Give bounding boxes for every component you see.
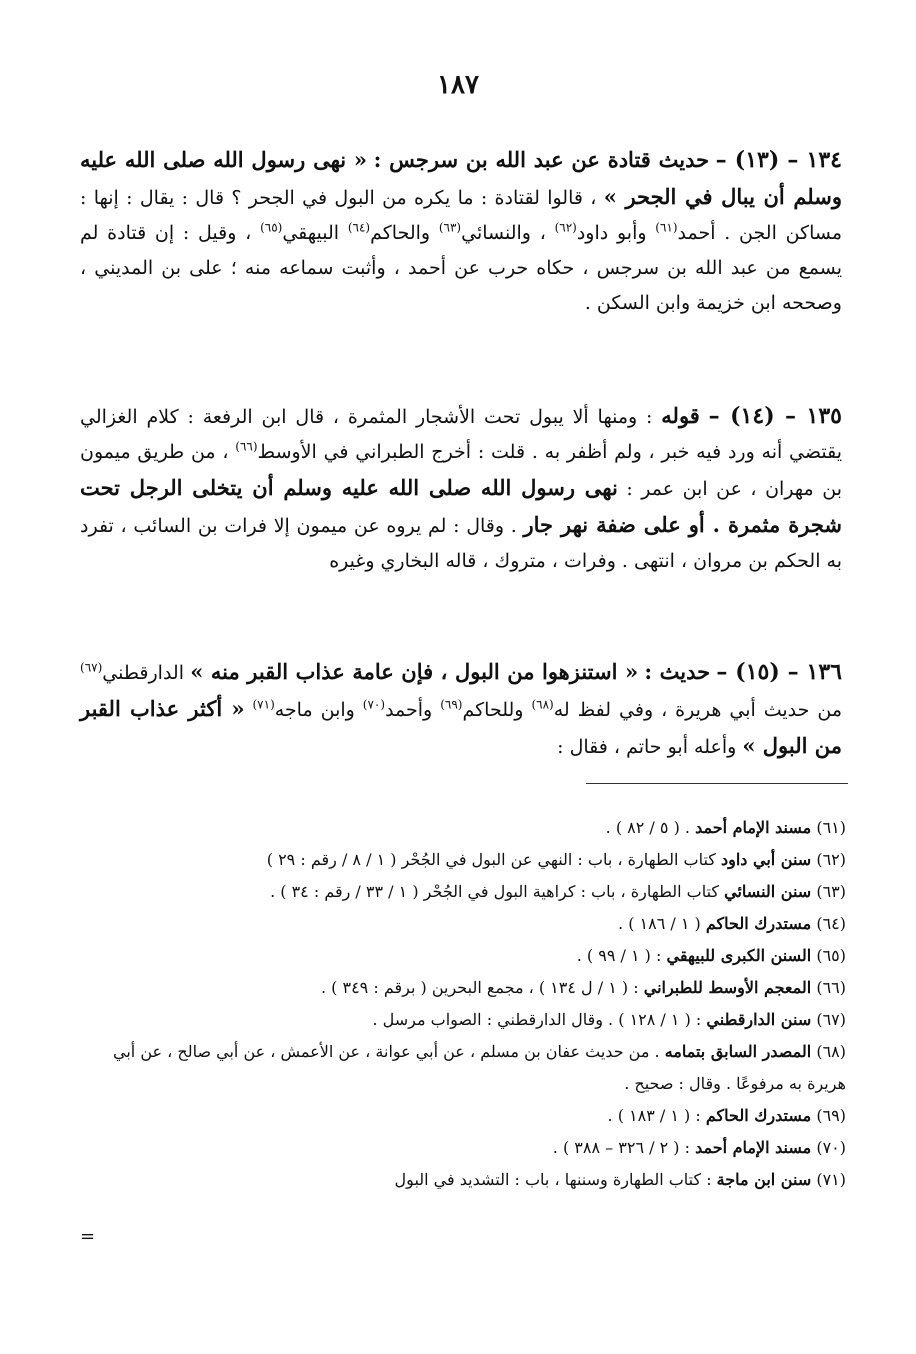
entry-lead: حديث : (644, 659, 711, 684)
footnote-text: : ( ١ / ٩٩ ) . (576, 946, 662, 965)
footnote-ref: (٦١) (655, 220, 678, 235)
page-number: ١٨٧ (437, 70, 479, 100)
commentary-text: والحاكم (370, 222, 431, 244)
footnote (80, 1100, 846, 1132)
hadith-text: « أكثر عذاب القبر من البول » (80, 696, 842, 758)
footnote (80, 972, 846, 1004)
footnote-ref: (٦٣) (438, 220, 462, 235)
hadith-text: « استنزهوا من البول ، فإن عامة عذاب القبر منه » (190, 659, 639, 684)
footnote-source: سنن الدارقطني (706, 1010, 812, 1029)
commentary-text: ، من طريق ميمون بن مهران ، عن ابن عمر : (80, 441, 842, 500)
commentary-text: وابن ماجه (274, 699, 355, 721)
footnote-number: (٦٤) (816, 914, 846, 933)
footnote-ref: (٦٤) (347, 220, 371, 235)
footnote-source: مستدرك الحاكم (705, 914, 812, 933)
footnote-source: سنن ابن ماجة (716, 1170, 812, 1189)
commentary-text: ، والنسائي (461, 222, 546, 244)
footnote (80, 1132, 846, 1164)
footnote-text: ( ١ / ١٨٦ ) . (618, 914, 701, 933)
footnote-separator (586, 783, 848, 784)
footnote-text: : ( ٢ / ٣٢٦ – ٣٨٨ ) . (552, 1138, 690, 1157)
footnote-source: السنن الكبرى للبيهقي (666, 946, 812, 965)
footnote-ref: (٦٩) (440, 697, 463, 712)
footnote-number: (٧١) (816, 1170, 846, 1189)
footnote-number: (٦١) (816, 818, 846, 837)
footnote (80, 876, 846, 908)
entry-number: ١٣٤ – (١٣) – (715, 147, 842, 173)
entry-lead: حديث قتادة عن عبد الله بن سرجس : (373, 147, 710, 172)
footnote (80, 908, 846, 940)
entry-number: ١٣٦ – (١٥) – (716, 659, 842, 685)
footnote-source: المعجم الأوسط للطبراني (643, 978, 812, 997)
footnote-ref: (٦٥) (260, 220, 283, 235)
footnote-source: سنن أبي داود (721, 850, 812, 869)
commentary-text: ، وقيل : إن قتادة لم يسمع من عبد الله بن سرجس ، حكاه حرب عن أحمد ، وأثبت سماعه منه ؛ على بن المديني ، وصححه ابن خزيمة وابن السكن . (80, 222, 842, 314)
footnote-ref: (٦٦) (235, 439, 258, 454)
entry-number: ١٣٥ – (١٤) – (708, 403, 842, 429)
footnote-text: : ( ١ / ١٢٨ ) . وقال الدارقطني : الصواب مرسل . (372, 1010, 702, 1029)
footnote-text: : كتاب الطهارة وسننها ، باب : التشديد في البول (394, 1170, 712, 1189)
footnote-number: (٦٣) (816, 882, 846, 901)
footnote-number: (٦٢) (816, 850, 846, 869)
entry-lead: قوله (661, 403, 700, 428)
footnote-source: مسند الإمام أحمد (695, 818, 812, 837)
footnote (80, 1004, 846, 1036)
footnote-text: كتاب الطهارة ، باب : كراهية البول في الجُحْر ( ١ / ٣٣ / رقم : ٣٤ ) . (270, 882, 720, 901)
hadith-entry-134 (80, 142, 842, 321)
hadith-text: « نهى رسول الله صلى الله عليه وسلم أن يبال في الجحر » (80, 147, 842, 209)
footnote (80, 1036, 846, 1100)
commentary-text: : ومنها ألا يبول تحت الأشجار المثمرة ، قال ابن الرفعة : كلام الغزالي يقتضي أنه ورد فيه خبر ، ولم أظفر به . قلت : أخرج الطبراني في الأوسط (80, 406, 842, 463)
footnote-text: . من حديث عفان بن مسلم ، عن أبي عوانة ، عن الأعمش ، عن أبي صالح ، عن أبي هريرة به مرفوعًا . وقال : صحيح . (113, 1042, 846, 1093)
hadith-entry-135 (80, 398, 842, 579)
footnote-source: سنن النسائي (724, 882, 812, 901)
footnote (80, 844, 846, 876)
footnote-text: : ( ١ / ل ١٣٤ ) ، مجمع البحرين ( برقم : ٣٤٩ ) . (320, 978, 639, 997)
footnote-number: (٦٥) (816, 946, 846, 965)
footnote-ref: (٦٢) (554, 220, 577, 235)
footnote (80, 1164, 846, 1196)
footnote (80, 940, 846, 972)
footnote-number: (٦٩) (816, 1106, 846, 1125)
footnote-ref: (٦٨) (531, 697, 554, 712)
footnote (80, 812, 846, 844)
commentary-text: وأبو داود (576, 222, 647, 244)
footnote-source: مستدرك الحاكم (705, 1106, 812, 1125)
footnote-text: كتاب الطهارة ، باب : النهي عن البول في الجُحْر ( ١ / ٨ / رقم : ٢٩ ) (266, 850, 716, 869)
commentary-text: . وقال : لم يروه عن ميمون إلا فرات بن السائب ، تفرد به الحكم بن مروان ، انتهى . وفرات ، متروك ، قاله البخاري وغيره (80, 515, 842, 572)
continuation-mark: = (80, 1226, 96, 1247)
footnote-text: . ( ٥ / ٨٢ ) . (605, 818, 690, 837)
commentary-text: من حديث أبي هريرة ، وفي لفظ له (553, 699, 842, 721)
footnote-number: (٧٠) (816, 1138, 846, 1157)
commentary-text: وأحمد (385, 699, 433, 721)
footnote-number: (٦٧) (816, 1010, 846, 1029)
footnote-source: المصدر السابق بتمامه (664, 1042, 812, 1061)
hadith-text: نهى رسول الله صلى الله عليه وسلم أن يتخلى الرجل تحت شجرة مثمرة . أو على ضفة نهر جار (80, 475, 842, 537)
footnote-ref: (٧١) (252, 697, 275, 712)
commentary-text: ، قالوا لقتادة : ما يكره من البول في الجحر ؟ قال : يقال : إنها : مساكن الجن . أحمد (80, 187, 843, 244)
footnote-number: (٦٦) (816, 978, 846, 997)
footnotes-section (80, 812, 846, 1196)
footnote-ref: (٦٧) (80, 660, 103, 675)
footnote-number: (٦٨) (816, 1042, 846, 1061)
commentary-text: الدارقطني (102, 662, 184, 684)
commentary-text: وللحاكم (462, 699, 524, 721)
footnote-source: مسند الإمام أحمد (695, 1138, 812, 1157)
footnote-ref: (٧٠) (362, 697, 386, 712)
commentary-text: وأعله أبو حاتم ، فقال : (557, 736, 737, 758)
commentary-text: البيهقي (282, 222, 340, 244)
hadith-entry-136 (80, 654, 842, 765)
footnote-text: : ( ١ / ١٨٣ ) . (607, 1106, 701, 1125)
